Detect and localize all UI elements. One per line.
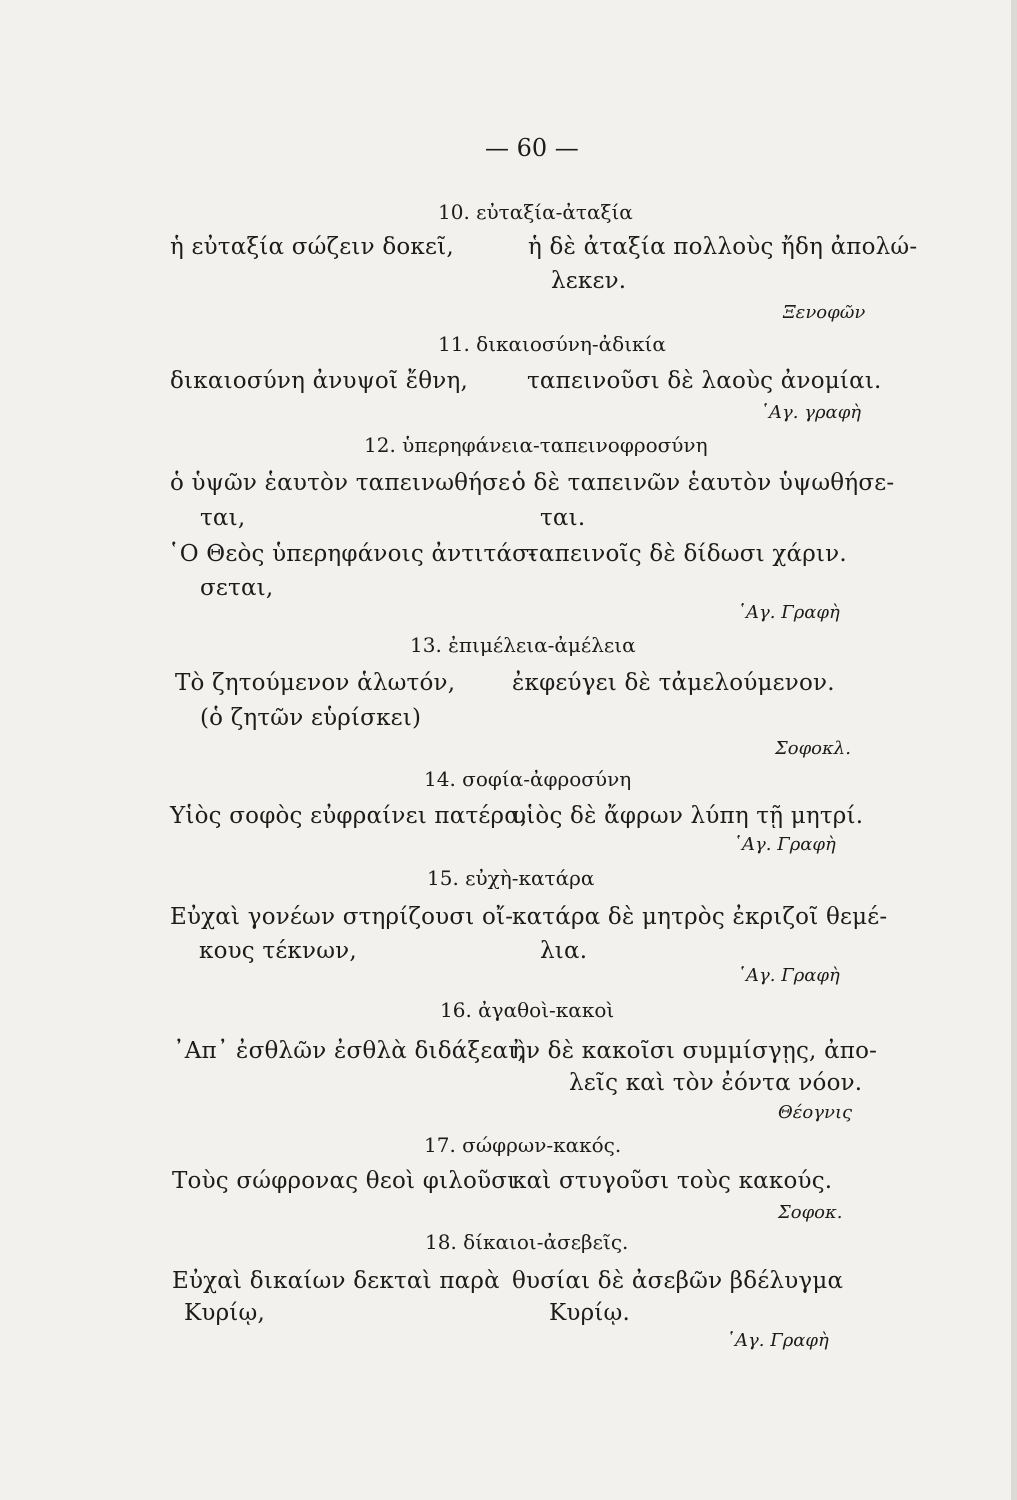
left-line: Εὐχαὶ γονέων στηρίζουσι οἴ- <box>170 904 514 930</box>
right-line: λια. <box>540 938 588 964</box>
section-heading-16: 16. ἀγαθοὶ-κακοὶ <box>440 998 615 1022</box>
left-line: ἡ εὐταξία σώζειν δοκεῖ, <box>170 234 454 260</box>
page-number: — 60 — <box>485 134 579 162</box>
left-line: Υἱὸς σοφὸς εὐφραίνει πατέρα, <box>170 803 528 829</box>
right-line: Κυρίῳ. <box>549 1300 630 1326</box>
right-line: λεῖς καὶ τὸν ἐόντα νόον. <box>569 1070 863 1096</box>
right-line: κατάρα δὲ μητρὸς ἐκριζοῖ θεμέ- <box>512 904 888 930</box>
section-heading-12: 12. ὑπερηφάνεια-ταπεινοφροσύνη <box>364 433 708 457</box>
right-line: υἱὸς δὲ ἄφρων λύπη τῇ μητρί. <box>512 803 864 829</box>
right-line: ἡ δὲ ἀταξία πολλοὺς ἤδη ἀπολώ- <box>528 234 918 260</box>
left-line: ται, <box>200 505 246 531</box>
left-line: Κυρίῳ, <box>184 1300 265 1326</box>
left-line: ὁ ὑψῶν ἑαυτὸν ταπεινωθήσε· <box>170 470 518 496</box>
source-attribution: ῾Αγ. Γραφὴ <box>737 602 840 623</box>
section-heading-18: 18. δίκαιοι-ἀσεβεῖς. <box>425 1230 629 1254</box>
source-attribution: Σοφοκλ. <box>775 738 851 759</box>
section-heading-15: 15. εὐχὴ-κατάρα <box>427 866 595 890</box>
right-line: καὶ στυγοῦσι τοὺς κακούς. <box>512 1168 833 1194</box>
right-line: ται. <box>540 505 586 531</box>
right-line: ὁ δὲ ταπεινῶν ἑαυτὸν ὑψωθήσε- <box>512 470 895 496</box>
left-line: Τὸ ζητούμενον ἁλωτόν, <box>175 670 456 696</box>
source-attribution: ῾Αγ. γραφὴ <box>760 402 862 423</box>
right-line: λεκεν. <box>551 268 627 294</box>
left-line: σεται, <box>200 575 274 601</box>
left-line: κους τέκνων, <box>199 938 357 964</box>
section-heading-14: 14. σοφία-ἀφροσύνη <box>424 767 632 791</box>
source-attribution: Σοφοκ. <box>778 1202 843 1223</box>
section-heading-11: 11. δικαιοσύνη-ἀδικία <box>438 332 666 356</box>
right-line: ταπεινοῖς δὲ δίδωσι χάριν. <box>526 541 847 567</box>
source-attribution: ῾Αγ. Γραφὴ <box>737 965 840 986</box>
section-heading-13: 13. ἐπιμέλεια-ἀμέλεια <box>410 633 636 657</box>
right-line: ἐκφεύγει δὲ τἀμελούμενον. <box>512 670 835 696</box>
left-line: Εὐχαὶ δικαίων δεκταὶ παρὰ <box>172 1268 500 1294</box>
page-edge-shadow <box>1011 0 1017 1500</box>
source-attribution: Θέογνις <box>778 1102 853 1123</box>
right-line: θυσίαι δὲ ἀσεβῶν βδέλυγμα <box>512 1268 844 1294</box>
left-line: Τοὺς σώφρονας θεοὶ φιλοῦσι <box>172 1168 517 1194</box>
left-line: (ὁ ζητῶν εὑρίσκει) <box>200 705 422 731</box>
section-heading-10: 10. εὐταξία-ἀταξία <box>438 200 633 224</box>
left-line: δικαιοσύνη ἀνυψοῖ ἔθνη, <box>170 368 468 394</box>
left-line: ῾Ο Θεὸς ὑπερηφάνοις ἀντιτάσ- <box>168 541 537 567</box>
left-line: ᾿Απ᾽ ἐσθλῶν ἐσθλὰ διδάξεαι, <box>173 1038 525 1064</box>
right-line: ταπεινοῦσι δὲ λαοὺς ἀνομίαι. <box>527 368 882 394</box>
right-line: ἢν δὲ κακοῖσι συμμίσγῃς, ἀπο- <box>512 1038 878 1064</box>
source-attribution: ῾Αγ. Γραφὴ <box>726 1330 829 1351</box>
section-heading-17: 17. σώφρων-κακός. <box>424 1133 622 1157</box>
source-attribution: ῾Αγ. Γραφὴ <box>733 834 836 855</box>
source-attribution: Ξενοφῶν <box>783 302 866 323</box>
